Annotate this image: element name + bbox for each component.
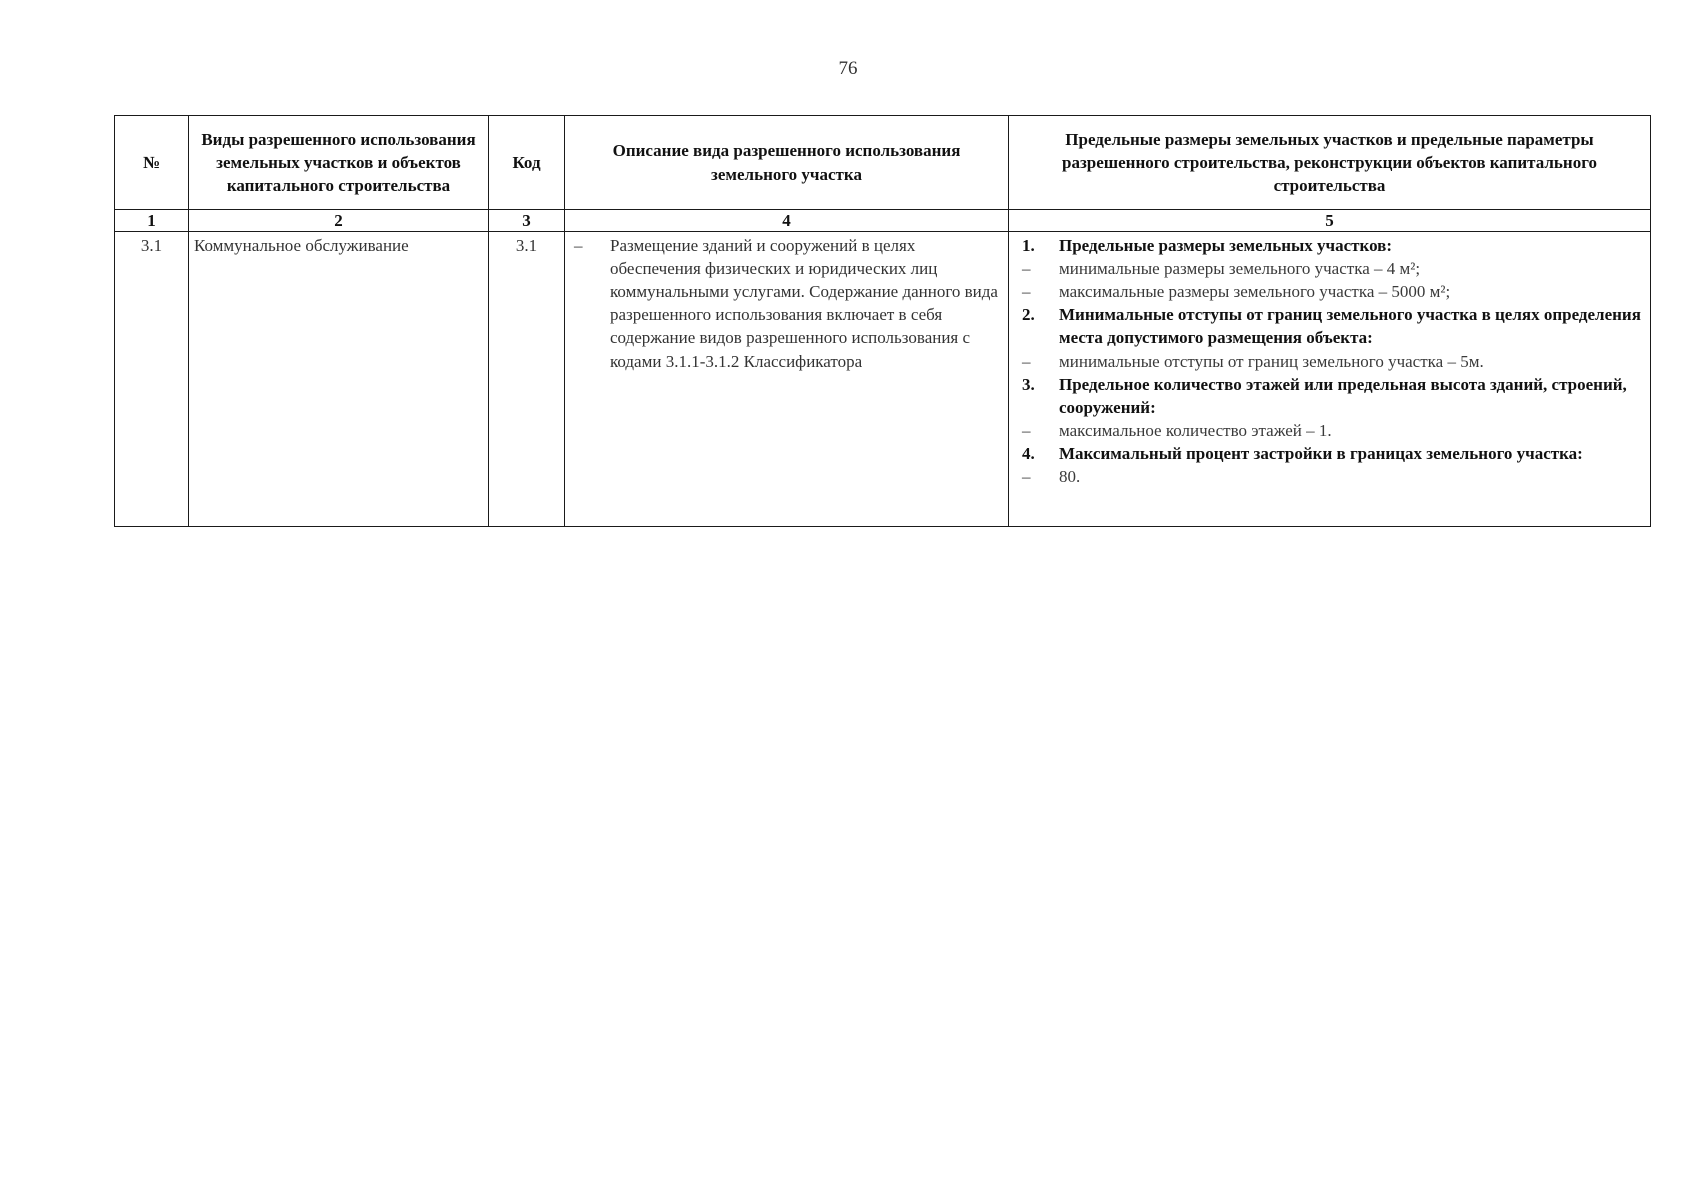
header-parameters: Предельные размеры земельных участков и предельные параметры разрешенного строительства, реконструкции объектов капитального строительства xyxy=(1009,116,1651,210)
table-header-row xyxy=(115,116,1651,210)
parameter-text: максимальное количество этажей – 1. xyxy=(1059,420,1332,440)
header-number: № xyxy=(115,116,189,210)
column-number: 4 xyxy=(565,210,1009,232)
parameter-heading xyxy=(1022,303,1645,349)
header-use-type: Виды разрешенного использования земельных участков и объектов капитального строительства xyxy=(189,116,489,210)
parameter-heading xyxy=(1022,234,1645,257)
row-use-name: Коммунальное обслуживание xyxy=(189,232,489,527)
parameter-text: максимальные размеры земельного участка – 5000 м²; xyxy=(1059,282,1451,302)
column-number: 3 xyxy=(489,210,565,232)
table-row xyxy=(115,232,1651,527)
row-description-cell xyxy=(565,232,1009,527)
column-number: 1 xyxy=(115,210,189,232)
parameter-text: Предельное количество этажей или предельная высота зданий, строений, сооружений: xyxy=(1059,374,1627,417)
parameter-marker: 3. xyxy=(1022,374,1035,394)
parameter-marker: – xyxy=(1022,351,1031,371)
row-number: 3.1 xyxy=(115,232,189,527)
column-number: 2 xyxy=(189,210,489,232)
parameter-item xyxy=(1022,280,1645,303)
parameter-text: 80. xyxy=(1059,467,1081,487)
parameter-marker: 1. xyxy=(1022,236,1035,255)
parameter-text: минимальные отступы от границ земельного участка – 5м. xyxy=(1059,351,1484,371)
parameter-item xyxy=(1022,257,1645,280)
column-number: 5 xyxy=(1009,210,1651,232)
description-text: Размещение зданий и сооружений в целях обеспечения физических и юридических лиц коммунальными услугами. Содержание данного вида разрешенного использования включает в себя содержание видов разрешенного использования с кодами 3.1.1-3.1.2 Классификатора xyxy=(610,236,998,371)
parameter-marker: 4. xyxy=(1022,443,1035,463)
parameter-text: Минимальные отступы от границ земельного участка в целях определения места допустимого размещения объекта: xyxy=(1059,305,1641,348)
header-description: Описание вида разрешенного использования земельного участка xyxy=(565,116,1009,210)
parameters-list xyxy=(1014,234,1645,488)
row-code: 3.1 xyxy=(489,232,565,527)
parameter-text: минимальные размеры земельного участка – 4 м²; xyxy=(1059,259,1421,279)
parameter-marker: 2. xyxy=(1022,305,1035,325)
column-number-row xyxy=(115,210,1651,232)
land-use-table xyxy=(114,115,1651,527)
parameter-heading xyxy=(1022,442,1645,465)
parameter-marker: – xyxy=(1022,420,1031,440)
parameter-marker: – xyxy=(1022,467,1031,487)
parameter-item xyxy=(1022,419,1645,442)
parameter-text: Предельные размеры земельных участков: xyxy=(1059,236,1393,255)
parameter-marker: – xyxy=(1022,282,1031,302)
parameter-item xyxy=(1022,350,1645,373)
parameter-text: Максимальный процент застройки в границах земельного участка: xyxy=(1059,443,1583,463)
row-parameters-cell xyxy=(1009,232,1651,527)
description-item xyxy=(570,234,1003,373)
page-number: 76 xyxy=(838,58,858,79)
description-dash: – xyxy=(574,236,583,255)
parameter-item xyxy=(1022,465,1645,488)
parameter-heading xyxy=(1022,373,1645,419)
parameter-marker: – xyxy=(1022,259,1031,279)
header-code: Код xyxy=(489,116,565,210)
